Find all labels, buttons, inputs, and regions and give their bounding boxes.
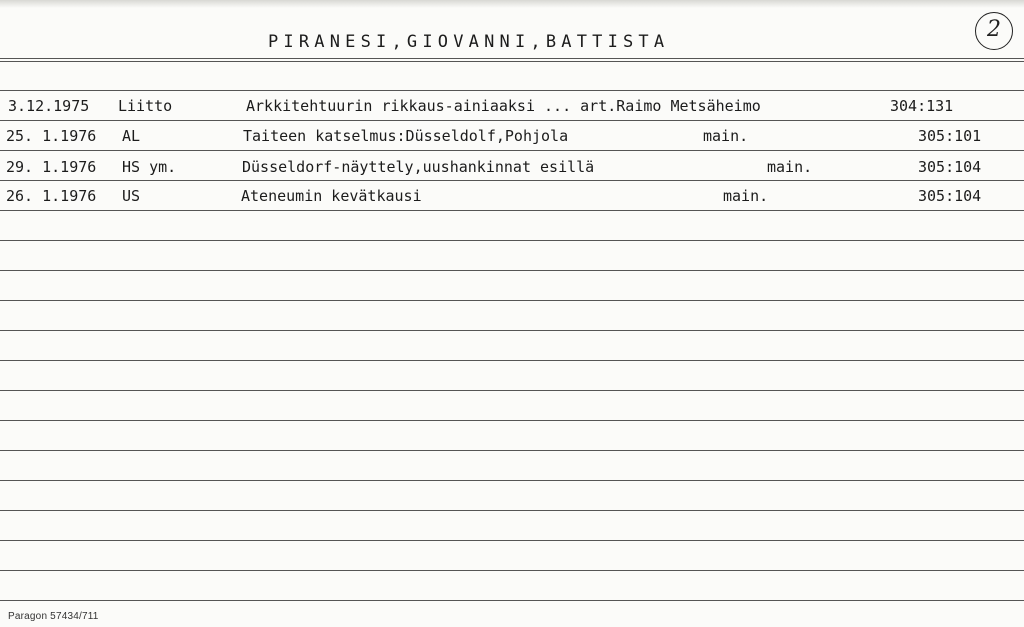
entry-date: 29. 1.1976: [6, 158, 97, 176]
entry-note: main.: [723, 187, 769, 205]
entry-source: Liitto: [118, 97, 173, 115]
ruled-line: [0, 480, 1024, 481]
entry-ref: 305:104: [918, 187, 982, 205]
card-number-circle: 2: [975, 12, 1013, 50]
ruled-line: [0, 270, 1024, 271]
entry-subject: Taiteen katselmus:Düsseldolf,Pohjola: [243, 127, 569, 145]
ruled-line: [0, 390, 1024, 391]
card-footer-print: Paragon 57434/711: [8, 611, 99, 622]
entry-row: [0, 127, 1024, 151]
entry-subject: Düsseldorf-näyttely,uushankinnat esillä: [242, 158, 595, 176]
entry-row: [0, 158, 1024, 182]
entry-note: main.: [703, 127, 749, 145]
ruled-line: [0, 450, 1024, 451]
ruled-line: [0, 90, 1024, 91]
entry-subject: Ateneumin kevätkausi: [241, 187, 422, 205]
card-title: PIRANESI,GIOVANNI,BATTISTA: [268, 32, 670, 52]
header-rule: [0, 58, 1024, 59]
ruled-line: [0, 540, 1024, 541]
entry-row: [0, 97, 1024, 121]
ruled-line: [0, 300, 1024, 301]
entry-date: 26. 1.1976: [6, 187, 97, 205]
card-edge-shadow: [0, 0, 1024, 8]
ruled-line: [0, 600, 1024, 601]
entry-date: 25. 1.1976: [6, 127, 97, 145]
entry-ref: 305:104: [918, 158, 982, 176]
entry-source: HS ym.: [122, 158, 177, 176]
ruled-line: [0, 240, 1024, 241]
ruled-line: [0, 330, 1024, 331]
entry-source: US: [122, 187, 141, 205]
entry-ref: 305:101: [918, 127, 982, 145]
entry-note: main.: [767, 158, 813, 176]
entry-source: AL: [122, 127, 141, 145]
entry-date: 3.12.1975: [8, 97, 90, 115]
entry-row: [0, 187, 1024, 211]
ruled-line: [0, 420, 1024, 421]
entry-ref: 304:131: [890, 97, 954, 115]
ruled-line: [0, 510, 1024, 511]
ruled-line: [0, 570, 1024, 571]
ruled-line: [0, 360, 1024, 361]
entry-subject: Arkkitehtuurin rikkaus-ainiaaksi ... art.Raimo Metsäheimo: [246, 97, 761, 115]
header-rule-second: [0, 61, 1024, 62]
